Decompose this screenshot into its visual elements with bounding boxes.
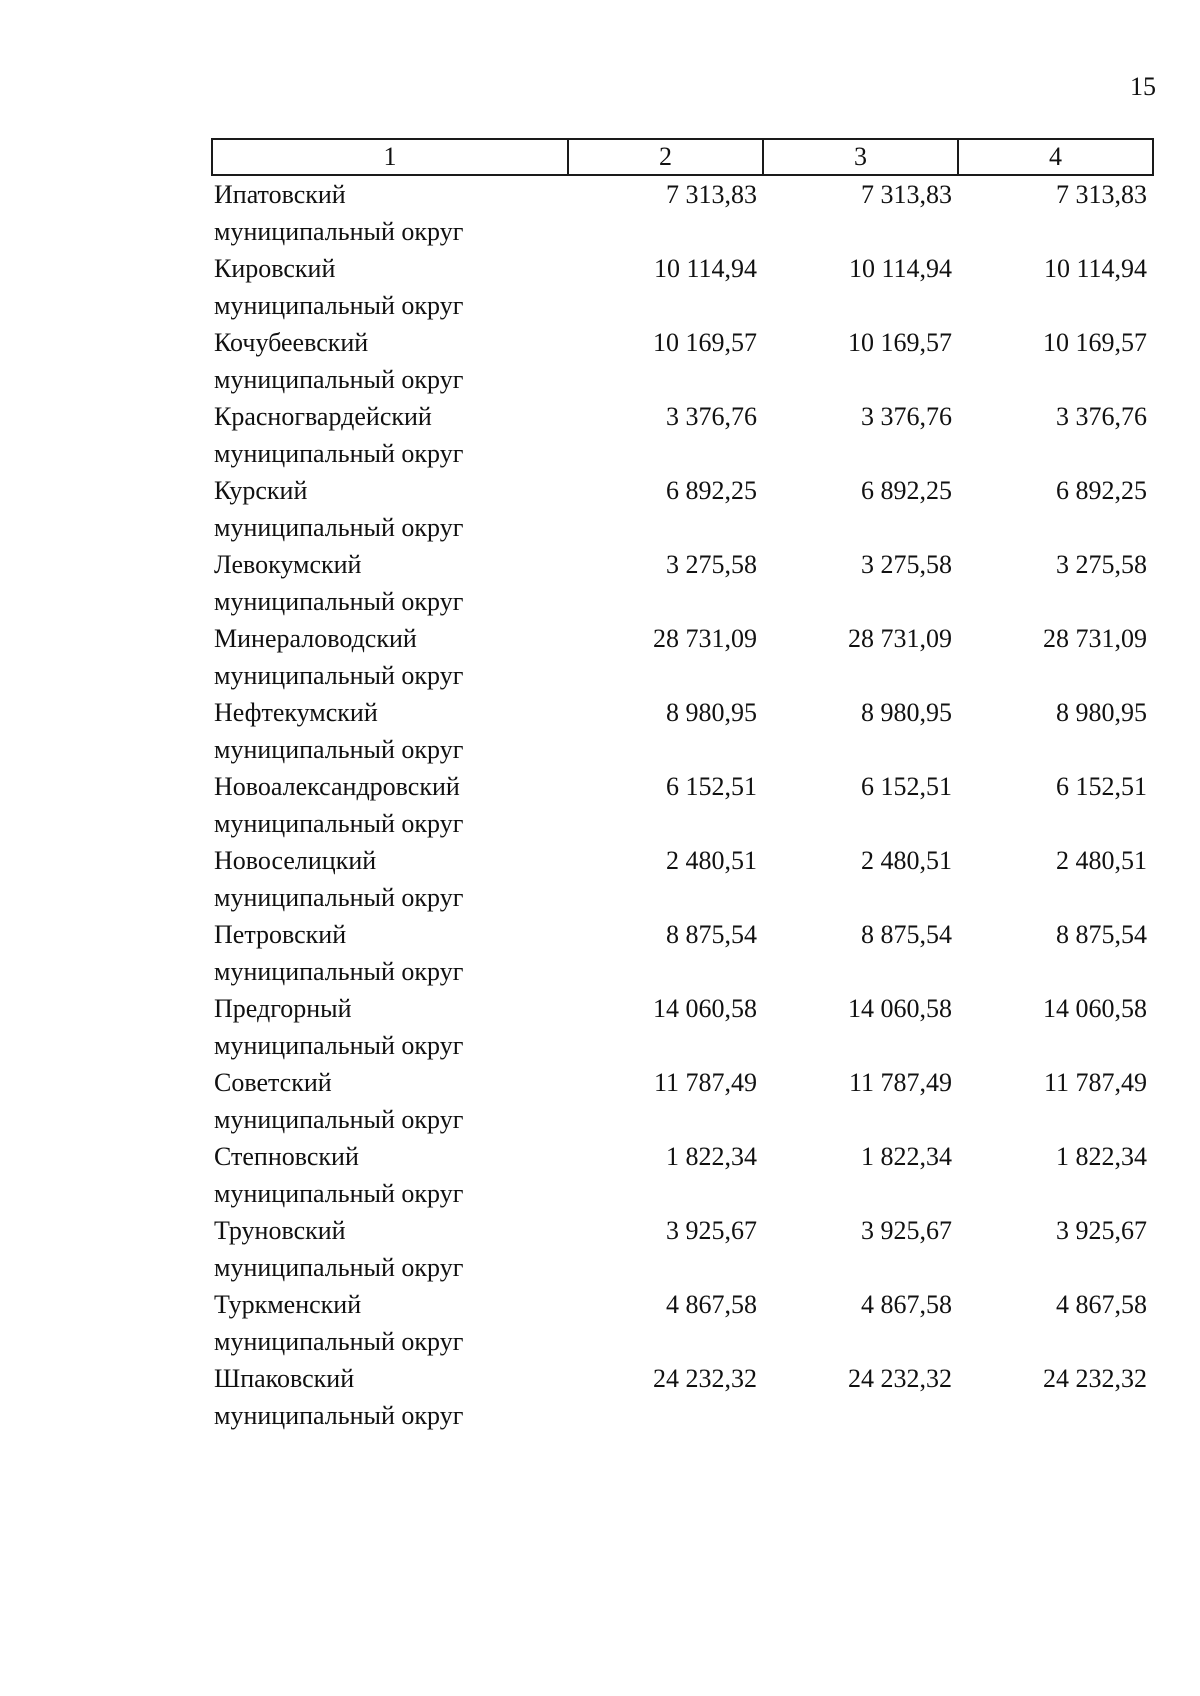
- district-name-cell: [212, 546, 568, 620]
- district-name: Шпаковский: [214, 1364, 355, 1393]
- page-number: 15: [1130, 72, 1156, 101]
- table-row: [212, 324, 1153, 398]
- district-name-cell: [212, 842, 568, 916]
- value-cell-col4: 8 980,95: [1056, 698, 1147, 727]
- value-cell-col4: 24 232,32: [1043, 1364, 1147, 1393]
- value-cell-col3: 10 169,57: [848, 328, 952, 357]
- value-cell-col3: 8 875,54: [861, 920, 952, 949]
- value-cell-col2: 7 313,83: [666, 180, 757, 209]
- district-name-cell: [212, 175, 568, 250]
- district-type: муниципальный округ: [214, 1253, 464, 1282]
- value-cell-col2: 14 060,58: [653, 994, 757, 1023]
- district-type: муниципальный округ: [214, 1105, 464, 1134]
- table-row: [212, 620, 1153, 694]
- table-row: [212, 768, 1153, 842]
- value-cell-col4: 2 480,51: [1056, 846, 1147, 875]
- table-header-row: [212, 139, 1153, 175]
- district-type: муниципальный округ: [214, 1031, 464, 1060]
- value-cell-col4: 11 787,49: [1043, 1068, 1147, 1097]
- district-type: муниципальный округ: [214, 291, 464, 320]
- district-name-cell: [212, 1212, 568, 1286]
- value-cell-col3: 3 376,76: [861, 402, 952, 431]
- value-cell-col3: 1 822,34: [861, 1142, 952, 1171]
- value-cell-col3: 24 232,32: [848, 1364, 952, 1393]
- value-cell-col3: 28 731,09: [848, 624, 952, 653]
- district-name-cell: [212, 324, 568, 398]
- district-name: Труновский: [214, 1216, 346, 1245]
- district-name: Кочубеевский: [214, 328, 369, 357]
- value-cell-col2: 8 875,54: [666, 920, 757, 949]
- district-name: Кировский: [214, 254, 336, 283]
- table-row: [212, 546, 1153, 620]
- value-cell-col2: 6 892,25: [666, 476, 757, 505]
- table-row: [212, 398, 1153, 472]
- district-name: Минераловодский: [214, 624, 417, 653]
- district-type: муниципальный округ: [214, 661, 464, 690]
- value-cell-col2: 24 232,32: [653, 1364, 757, 1393]
- value-cell-col2: 10 114,94: [653, 254, 757, 283]
- district-name: Левокумский: [214, 550, 362, 579]
- district-name-cell: [212, 990, 568, 1064]
- table-row: [212, 694, 1153, 768]
- district-name: Новоселицкий: [214, 846, 377, 875]
- district-type: муниципальный округ: [214, 883, 464, 912]
- value-cell-col2: 6 152,51: [666, 772, 757, 801]
- data-table: [211, 138, 1154, 1434]
- table-row: [212, 1286, 1153, 1360]
- value-cell-col2: 11 787,49: [653, 1068, 757, 1097]
- value-cell-col4: 7 313,83: [1056, 180, 1147, 209]
- table-row: [212, 916, 1153, 990]
- table-row: [212, 1212, 1153, 1286]
- table-body: [212, 175, 1153, 1434]
- district-name-cell: [212, 768, 568, 842]
- value-cell-col4: 6 152,51: [1056, 772, 1147, 801]
- value-cell-col2: 8 980,95: [666, 698, 757, 727]
- value-cell-col3: 10 114,94: [848, 254, 952, 283]
- table-row: [212, 1138, 1153, 1212]
- value-cell-col3: 3 275,58: [861, 550, 952, 579]
- district-type: муниципальный округ: [214, 1179, 464, 1208]
- district-name: Петровский: [214, 920, 347, 949]
- column-header-1: 1: [212, 139, 568, 175]
- district-type: муниципальный округ: [214, 1401, 464, 1430]
- table-row: [212, 175, 1153, 250]
- value-cell-col3: 6 152,51: [861, 772, 952, 801]
- value-cell-col2: 4 867,58: [666, 1290, 757, 1319]
- value-cell-col2: 2 480,51: [666, 846, 757, 875]
- district-type: муниципальный округ: [214, 957, 464, 986]
- value-cell-col4: 3 925,67: [1056, 1216, 1147, 1245]
- value-cell-col4: 28 731,09: [1043, 624, 1147, 653]
- value-cell-col3: 8 980,95: [861, 698, 952, 727]
- table-row: [212, 1360, 1153, 1434]
- district-name: Советский: [214, 1068, 332, 1097]
- district-name: Красногвардейский: [214, 402, 432, 431]
- district-name-cell: [212, 1138, 568, 1212]
- table-row: [212, 990, 1153, 1064]
- value-cell-col2: 1 822,34: [666, 1142, 757, 1171]
- value-cell-col4: 10 169,57: [1043, 328, 1147, 357]
- district-name: Новоалександровский: [214, 772, 460, 801]
- district-type: муниципальный округ: [214, 1327, 464, 1356]
- district-type: муниципальный округ: [214, 513, 464, 542]
- value-cell-col3: 11 787,49: [848, 1068, 952, 1097]
- district-type: муниципальный округ: [214, 439, 464, 468]
- district-name-cell: [212, 694, 568, 768]
- table-row: [212, 842, 1153, 916]
- district-name-cell: [212, 1360, 568, 1434]
- value-cell-col4: 1 822,34: [1056, 1142, 1147, 1171]
- district-name-cell: [212, 620, 568, 694]
- table-row: [212, 472, 1153, 546]
- district-name-cell: [212, 398, 568, 472]
- value-cell-col3: 7 313,83: [861, 180, 952, 209]
- column-header-3: 3: [763, 139, 958, 175]
- column-header-2: 2: [568, 139, 763, 175]
- district-name: Нефтекумский: [214, 698, 378, 727]
- value-cell-col3: 14 060,58: [848, 994, 952, 1023]
- value-cell-col3: 3 925,67: [861, 1216, 952, 1245]
- value-cell-col4: 3 376,76: [1056, 402, 1147, 431]
- district-name: Туркменский: [214, 1290, 362, 1319]
- value-cell-col2: 10 169,57: [653, 328, 757, 357]
- value-cell-col4: 3 275,58: [1056, 550, 1147, 579]
- district-name: Ипатовский: [214, 180, 346, 209]
- table-row: [212, 250, 1153, 324]
- district-name-cell: [212, 916, 568, 990]
- district-type: муниципальный округ: [214, 217, 464, 246]
- column-header-4: 4: [958, 139, 1153, 175]
- value-cell-col4: 10 114,94: [1043, 254, 1147, 283]
- district-name-cell: [212, 250, 568, 324]
- value-cell-col4: 6 892,25: [1056, 476, 1147, 505]
- value-cell-col3: 2 480,51: [861, 846, 952, 875]
- value-cell-col3: 4 867,58: [861, 1290, 952, 1319]
- district-name-cell: [212, 472, 568, 546]
- value-cell-col4: 14 060,58: [1043, 994, 1147, 1023]
- district-type: муниципальный округ: [214, 735, 464, 764]
- district-type: муниципальный округ: [214, 365, 464, 394]
- value-cell-col2: 28 731,09: [653, 624, 757, 653]
- district-name: Курский: [214, 476, 308, 505]
- table-container: [211, 138, 1152, 1434]
- district-name: Предгорный: [214, 994, 352, 1023]
- district-type: муниципальный округ: [214, 809, 464, 838]
- district-type: муниципальный округ: [214, 587, 464, 616]
- table-row: [212, 1064, 1153, 1138]
- district-name-cell: [212, 1286, 568, 1360]
- district-name-cell: [212, 1064, 568, 1138]
- district-name: Степновский: [214, 1142, 359, 1171]
- value-cell-col2: 3 376,76: [666, 402, 757, 431]
- value-cell-col4: 4 867,58: [1056, 1290, 1147, 1319]
- value-cell-col4: 8 875,54: [1056, 920, 1147, 949]
- value-cell-col3: 6 892,25: [861, 476, 952, 505]
- value-cell-col2: 3 275,58: [666, 550, 757, 579]
- value-cell-col2: 3 925,67: [666, 1216, 757, 1245]
